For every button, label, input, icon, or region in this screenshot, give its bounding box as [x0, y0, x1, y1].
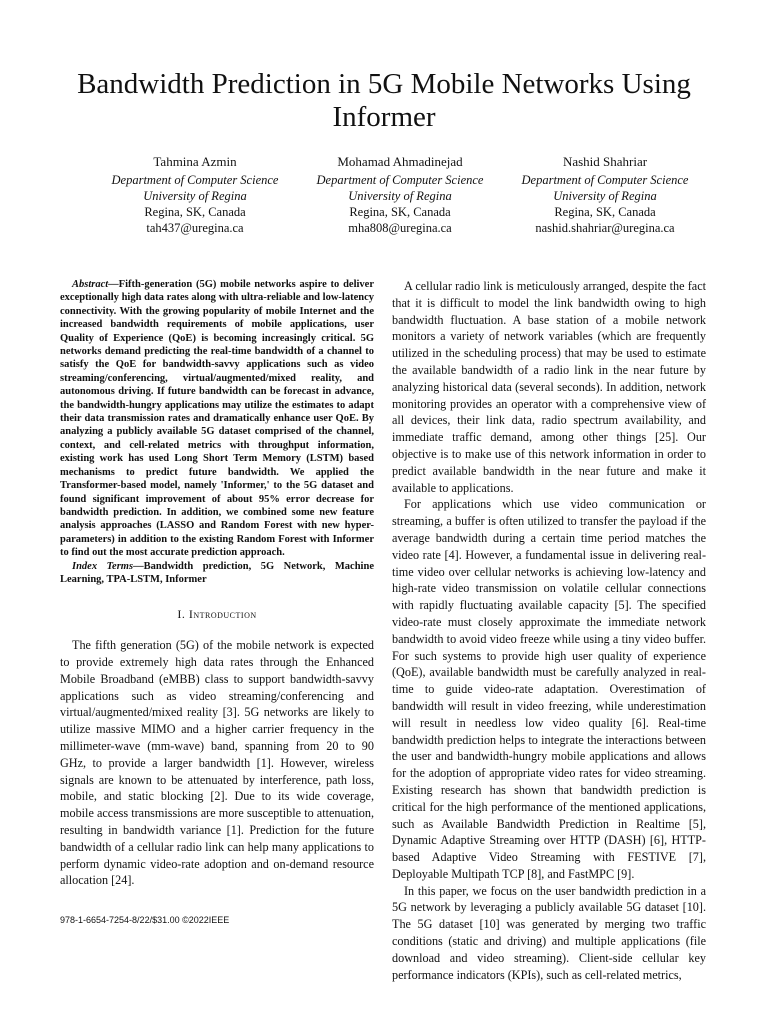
- author-email: nashid.shahriar@uregina.ca: [535, 221, 675, 235]
- author-email: tah437@uregina.ca: [146, 221, 244, 235]
- author-2: [285, 154, 515, 236]
- author-1: [80, 154, 310, 236]
- author-univ: University of Regina: [553, 189, 657, 203]
- index-terms-label: Index Terms: [72, 560, 134, 572]
- author-dept: Department of Computer Science: [111, 173, 279, 187]
- abstract: [60, 278, 374, 560]
- abstract-text: —Fifth-generation (5G) mobile networks aspire to deliver exceptionally high data rates along with ultra-reliable and low-latency connectivity. With the growing popularity of mobile Internet and the increased bandwidth requirements of mobile applications, user Quality of Experience (QoE) is becoming increasingly critical. 5G networks demand predicting the real-time bandwidth of a channel to satisfy the QoE for bandwidth-savvy applications such as video streaming/conferencing, virtual/augmented/mixed reality, and autonomous driving. If future bandwidth can be forecast in advance, the bandwidth-hungry applications may utilize the estimates to adapt their data transmission rates and dramatically enhance user QoE. By analyzing a publicly available 5G dataset comprised of the channel, context, and cell-related metrics with throughput information, existing work has used Long Short Term Memory (LSTM) based mechanisms to predict future bandwidth. We applied the Transformer-based model, namely 'Informer,' to the 5G dataset and found significant improvement of about 95% error decrease for bandwidth prediction. In addition, we combined some new feature analysis approaches (LASSO and Random Forest with new hyper-parameters) in addition to the existing Random Forest with Informer to find out the most accurate prediction approach.: [60, 279, 374, 559]
- paragraph: In this paper, we focus on the user bandwidth prediction in a 5G network by leveraging a publicly available 5G dataset [10]. The 5G dataset [10] was generated by merging two traffic conditions (static and driving) and multiple applications (file download and video streaming). Client-side cellular key performance indicators (KPIs), such as cell-related metrics,: [392, 883, 706, 982]
- author-univ: University of Regina: [143, 189, 247, 203]
- paragraph: A cellular radio link is meticulously arranged, despite the fact that it is difficult to model the link bandwidth owing to high bandwidth fluctuation. A base station of a mobile network monitors a variety of network variables (which are frequently utilized in the scheduling process) that may be used to estimate the available bandwidth of a radio link in the near future by analyzing historical data (several seconds). In addition, network monitoring provides an operator with a comprehensive view of all devices, their link data, radio spectrum availability, and immediate traffic demand, among other things [25]. Our objective is to make use of this network information in order to predict available bandwidth in the near future and make it available to applications.: [392, 279, 706, 495]
- author-univ: University of Regina: [348, 189, 452, 203]
- left-column: [60, 278, 374, 889]
- paragraph: The fifth generation (5G) of the mobile network is expected to provide extremely high data rates through the Enhanced Mobile Broadband (eMBB) class to support bandwidth-savvy applications such as video streaming/conferencing and virtual/augmented/mixed reality [3]. 5G networks are likely to utilize massive MIMO and a higher carrier frequency in the millimeter-wave (mm-wave) band, spanning from 20 to 90 GHz, to provide a larger bandwidth [1]. However, wireless signals are known to be attenuated by interference, path loss, mobile, and static blocking [2]. Due to its wide coverage, mobile access transmissions are more susceptible to attenuation, resulting in bandwidth variance [1]. Prediction for the future bandwidth of a cellular radio link can help many applications to perform dynamic video-rate adoption and on-demand resource allocation [24].: [60, 638, 374, 888]
- author-email: mha808@uregina.ca: [348, 221, 452, 235]
- author-name: Nashid Shahriar: [562, 154, 648, 169]
- author-location: Regina, SK, Canada: [554, 205, 656, 219]
- copyright-footer: 978-1-6654-7254-8/22/$31.00 ©2022IEEE: [60, 915, 230, 925]
- abstract-label: Abstract: [72, 279, 109, 290]
- author-dept: Department of Computer Science: [316, 173, 484, 187]
- paragraph: For applications which use video communication or streaming, a buffer is often utilized to transfer the payload if the average bandwidth during a certain time period matches the video rate [4]. However, a fundamental issue in delivering real-time video over cellular networks is achieving low-latency and high-rate video transmission on volatile cellular connections with rapidly fluctuating available capacity [5]. The specified video-rate must closely approximate the immediate network bandwidth to avoid video freeze while using a tiny video buffer. For such systems to provide high user quality of experience (QoE), available bandwidth must be carefully analyzed in real-time to guide video-rate adaptation. Overestimation of bandwidth will result in video freezing, while underestimation will result in needless low video quality [6]. Real-time bandwidth prediction helps to integrate the interactions between the user and bandwidth-hungry mobile applications and allows for the adoption of appropriate video rates for video streaming. Existing research has shown that bandwidth prediction is critical for the high performance of the mentioned applications, such as Available Bandwidth Prediction in Realtime [5], Dynamic Adaptive Streaming over HTTP (DASH) [6], HTTP-based Adaptive Video Streaming with FESTIVE [7], Deployable Multipath TCP [8], and FastMPC [9].: [392, 497, 706, 881]
- index-terms-text: —Bandwidth prediction, 5G Network, Machine Learning, TPA-LSTM, Informer: [60, 560, 374, 585]
- author-name: Tahmina Azmin: [153, 154, 237, 169]
- author-location: Regina, SK, Canada: [144, 205, 246, 219]
- author-name: Mohamad Ahmadinejad: [337, 154, 463, 169]
- paper-title: Bandwidth Prediction in 5G Mobile Networks Using Informer: [77, 68, 691, 133]
- section-heading-introduction: I. Introduction: [177, 607, 257, 622]
- right-column: [392, 278, 706, 983]
- author-dept: Department of Computer Science: [521, 173, 689, 187]
- author-location: Regina, SK, Canada: [349, 205, 451, 219]
- author-block: [80, 154, 700, 234]
- author-3: [490, 154, 720, 236]
- index-terms: [60, 560, 374, 587]
